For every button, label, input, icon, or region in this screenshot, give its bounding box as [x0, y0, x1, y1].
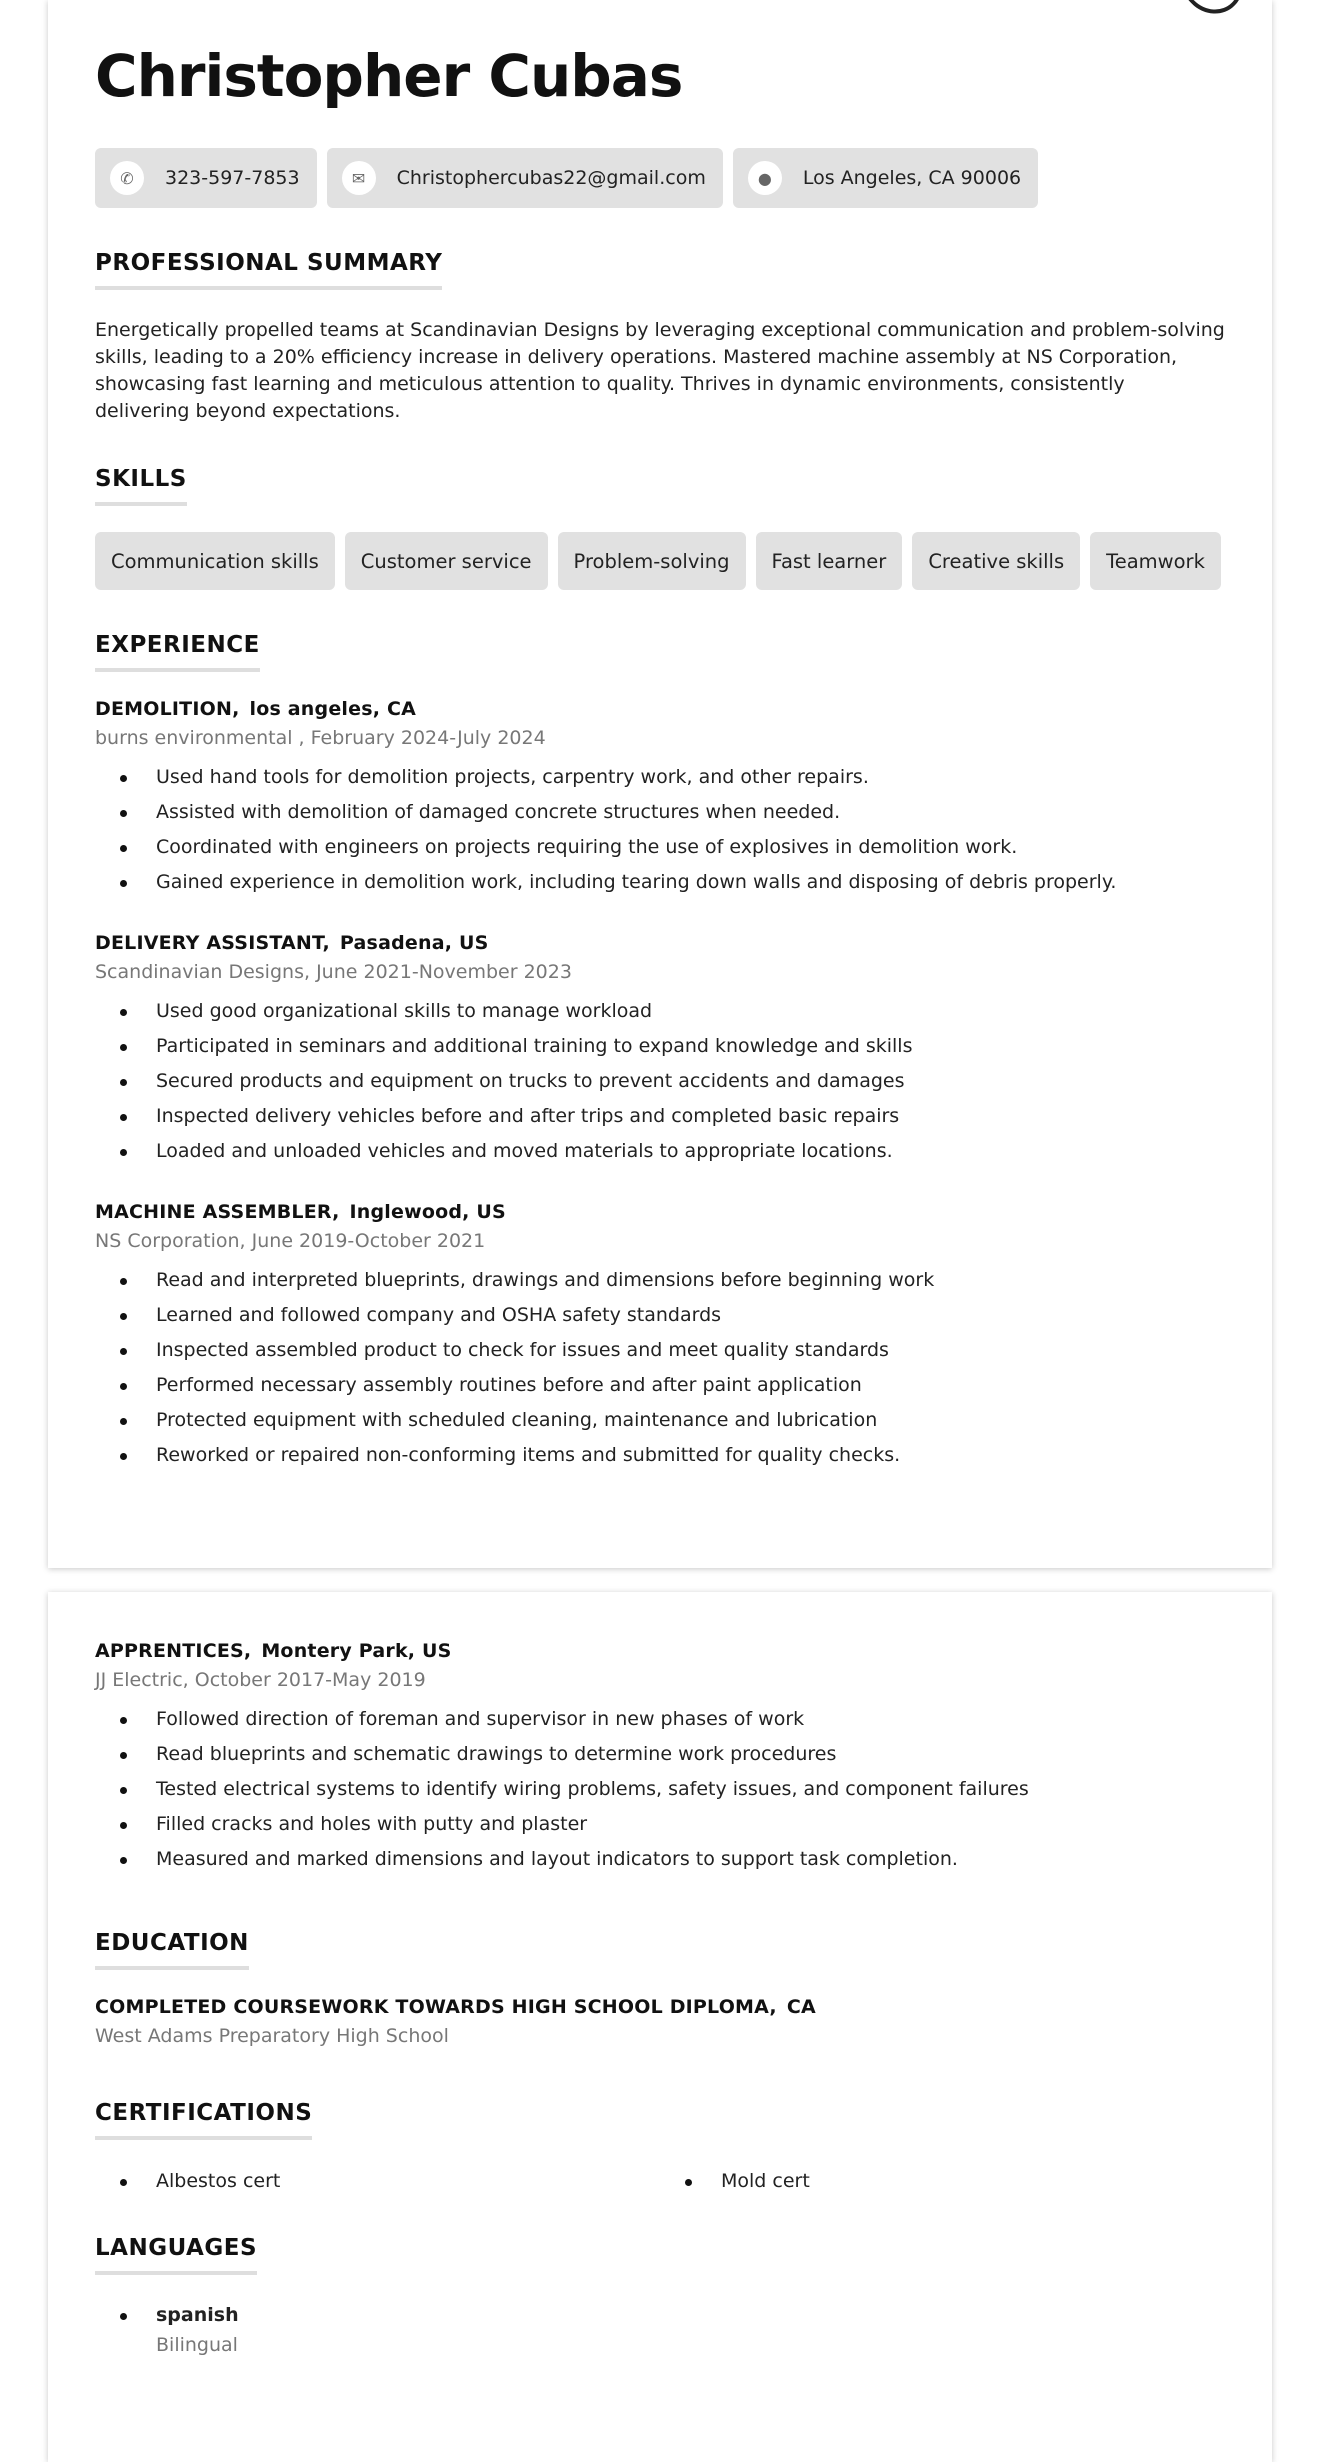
skill-tag: Problem-solving [558, 532, 746, 590]
certifications-section [95, 2100, 1225, 2140]
corner-decoration [1169, 0, 1255, 26]
school-name: West Adams Preparatory High School [95, 2025, 449, 2047]
job-company-line [95, 1230, 1225, 1252]
location-icon: ● [748, 161, 782, 195]
list-item: Read blueprints and schematic drawings to determine work procedures [95, 1737, 1225, 1772]
skills-section [95, 466, 1225, 506]
list-item: Albestos cert [95, 2164, 660, 2199]
email-value: Christophercubas22@gmail.com [396, 167, 706, 189]
skill-tag: Customer service [345, 532, 548, 590]
certifications-column [95, 2164, 660, 2199]
job-dates: June 2019-October 2021 [251, 1230, 486, 1252]
language-level: Bilingual [156, 2334, 238, 2356]
job-bullets [95, 1263, 1225, 1473]
job-location: Pasadena, US [339, 932, 489, 954]
phone-value: 323-597-7853 [165, 167, 300, 189]
list-item: Filled cracks and holes with putty and plaster [95, 1807, 1225, 1842]
languages-heading: LANGUAGES [95, 2235, 257, 2275]
list-item: Learned and followed company and OSHA safety standards [95, 1298, 1225, 1333]
degree: COMPLETED COURSEWORK TOWARDS HIGH SCHOOL DIPLOMA, [95, 1996, 777, 2018]
list-item: Inspected assembled product to check for issues and meet quality standards [95, 1333, 1225, 1368]
education-heading: EDUCATION [95, 1930, 249, 1970]
contact-bar [95, 148, 1038, 208]
job-title-line [95, 1201, 1225, 1223]
list-item: Measured and marked dimensions and layout indicators to support task completion. [95, 1842, 1225, 1877]
contact-location [733, 148, 1038, 208]
job-title: APPRENTICES, [95, 1640, 252, 1662]
education-location: CA [786, 1996, 816, 2018]
contact-email [327, 148, 723, 208]
list-item: Gained experience in demolition work, including tearing down walls and disposing of debris properly. [95, 865, 1225, 900]
list-item: Reworked or repaired non-conforming items and submitted for quality checks. [95, 1438, 1225, 1473]
job-company-line [95, 1669, 1225, 1691]
certifications-heading: CERTIFICATIONS [95, 2100, 312, 2140]
job-title-line [95, 1640, 1225, 1662]
contact-phone [95, 148, 317, 208]
languages-bullets [95, 2298, 1225, 2333]
experience-heading: EXPERIENCE [95, 632, 260, 672]
phone-icon: ✆ [110, 161, 144, 195]
education-entry [95, 1996, 1225, 2047]
candidate-name: Christopher Cubas [95, 42, 683, 110]
list-item: Used hand tools for demolition projects, carpentry work, and other repairs. [95, 760, 1225, 795]
job-title-line [95, 932, 1225, 954]
job-entry [95, 932, 1225, 1169]
education-section [95, 1930, 1225, 1970]
job-dates: February 2024-July 2024 [310, 727, 546, 749]
list-item: Tested electrical systems to identify wiring problems, safety issues, and component failures [95, 1772, 1225, 1807]
list-item: Participated in seminars and additional training to expand knowledge and skills [95, 1029, 1225, 1064]
job-bullets [95, 760, 1225, 900]
job-company-line [95, 727, 1225, 749]
job-bullets [95, 1702, 1225, 1877]
skills-heading: SKILLS [95, 466, 187, 506]
experience-section [95, 632, 1225, 672]
job-title: MACHINE ASSEMBLER, [95, 1201, 340, 1223]
summary-heading: PROFESSIONAL SUMMARY [95, 250, 442, 290]
list-item: Protected equipment with scheduled cleaning, maintenance and lubrication [95, 1403, 1225, 1438]
job-title: DELIVERY ASSISTANT, [95, 932, 330, 954]
skill-tag: Creative skills [912, 532, 1080, 590]
language-name: spanish [156, 2304, 239, 2326]
list-item: Loaded and unloaded vehicles and moved materials to appropriate locations. [95, 1134, 1225, 1169]
resume-page-1 [48, 0, 1272, 1568]
skills-list [95, 532, 1225, 590]
job-company: NS Corporation, [95, 1230, 246, 1252]
list-item: Mold cert [660, 2164, 1225, 2199]
job-entry [95, 698, 1225, 900]
languages-section [95, 2235, 1225, 2275]
job-entry [95, 1201, 1225, 1473]
certifications-list [95, 2164, 1225, 2199]
job-title-line [95, 698, 1225, 720]
list-item: Used good organizational skills to manage workload [95, 994, 1225, 1029]
job-location: Inglewood, US [349, 1201, 506, 1223]
job-entry [95, 1640, 1225, 1877]
certifications-column [660, 2164, 1225, 2199]
job-location: los angeles, CA [249, 698, 417, 720]
skill-tag: Teamwork [1090, 532, 1221, 590]
list-item: Assisted with demolition of damaged concrete structures when needed. [95, 795, 1225, 830]
job-location: Montery Park, US [261, 1640, 452, 1662]
email-icon: ✉ [342, 161, 376, 195]
job-company: Scandinavian Designs, [95, 961, 311, 983]
degree-line [95, 1996, 1225, 2018]
list-item: Followed direction of foreman and supervisor in new phases of work [95, 1702, 1225, 1737]
location-value: Los Angeles, CA 90006 [802, 167, 1022, 189]
list-item: Secured products and equipment on trucks to prevent accidents and damages [95, 1064, 1225, 1099]
summary-text: Energetically propelled teams at Scandinavian Designs by leveraging exceptional communication and problem-solving skills, leading to a 20% efficiency increase in delivery operations. Mastered machine assembly at NS Corporation, showcasing fast learning and meticulous attention to quality. Thrives in dynamic environments, consistently delivering beyond expectations. [95, 319, 1225, 422]
list-item [95, 2298, 1225, 2333]
summary-body [95, 317, 1225, 425]
job-dates: June 2021-November 2023 [316, 961, 572, 983]
job-dates: October 2017-May 2019 [194, 1669, 426, 1691]
job-bullets [95, 994, 1225, 1169]
skill-tag: Communication skills [95, 532, 335, 590]
job-company: JJ Electric, [95, 1669, 189, 1691]
list-item: Inspected delivery vehicles before and after trips and completed basic repairs [95, 1099, 1225, 1134]
summary-section [95, 250, 1225, 290]
list-item: Performed necessary assembly routines before and after paint application [95, 1368, 1225, 1403]
resume-page-2 [48, 1592, 1272, 2462]
list-item: Coordinated with engineers on projects requiring the use of explosives in demolition work. [95, 830, 1225, 865]
skill-tag: Fast learner [756, 532, 903, 590]
job-company: burns environmental , [95, 727, 305, 749]
job-title: DEMOLITION, [95, 698, 240, 720]
languages-list [95, 2298, 1225, 2357]
job-company-line [95, 961, 1225, 983]
list-item: Read and interpreted blueprints, drawings and dimensions before beginning work [95, 1263, 1225, 1298]
